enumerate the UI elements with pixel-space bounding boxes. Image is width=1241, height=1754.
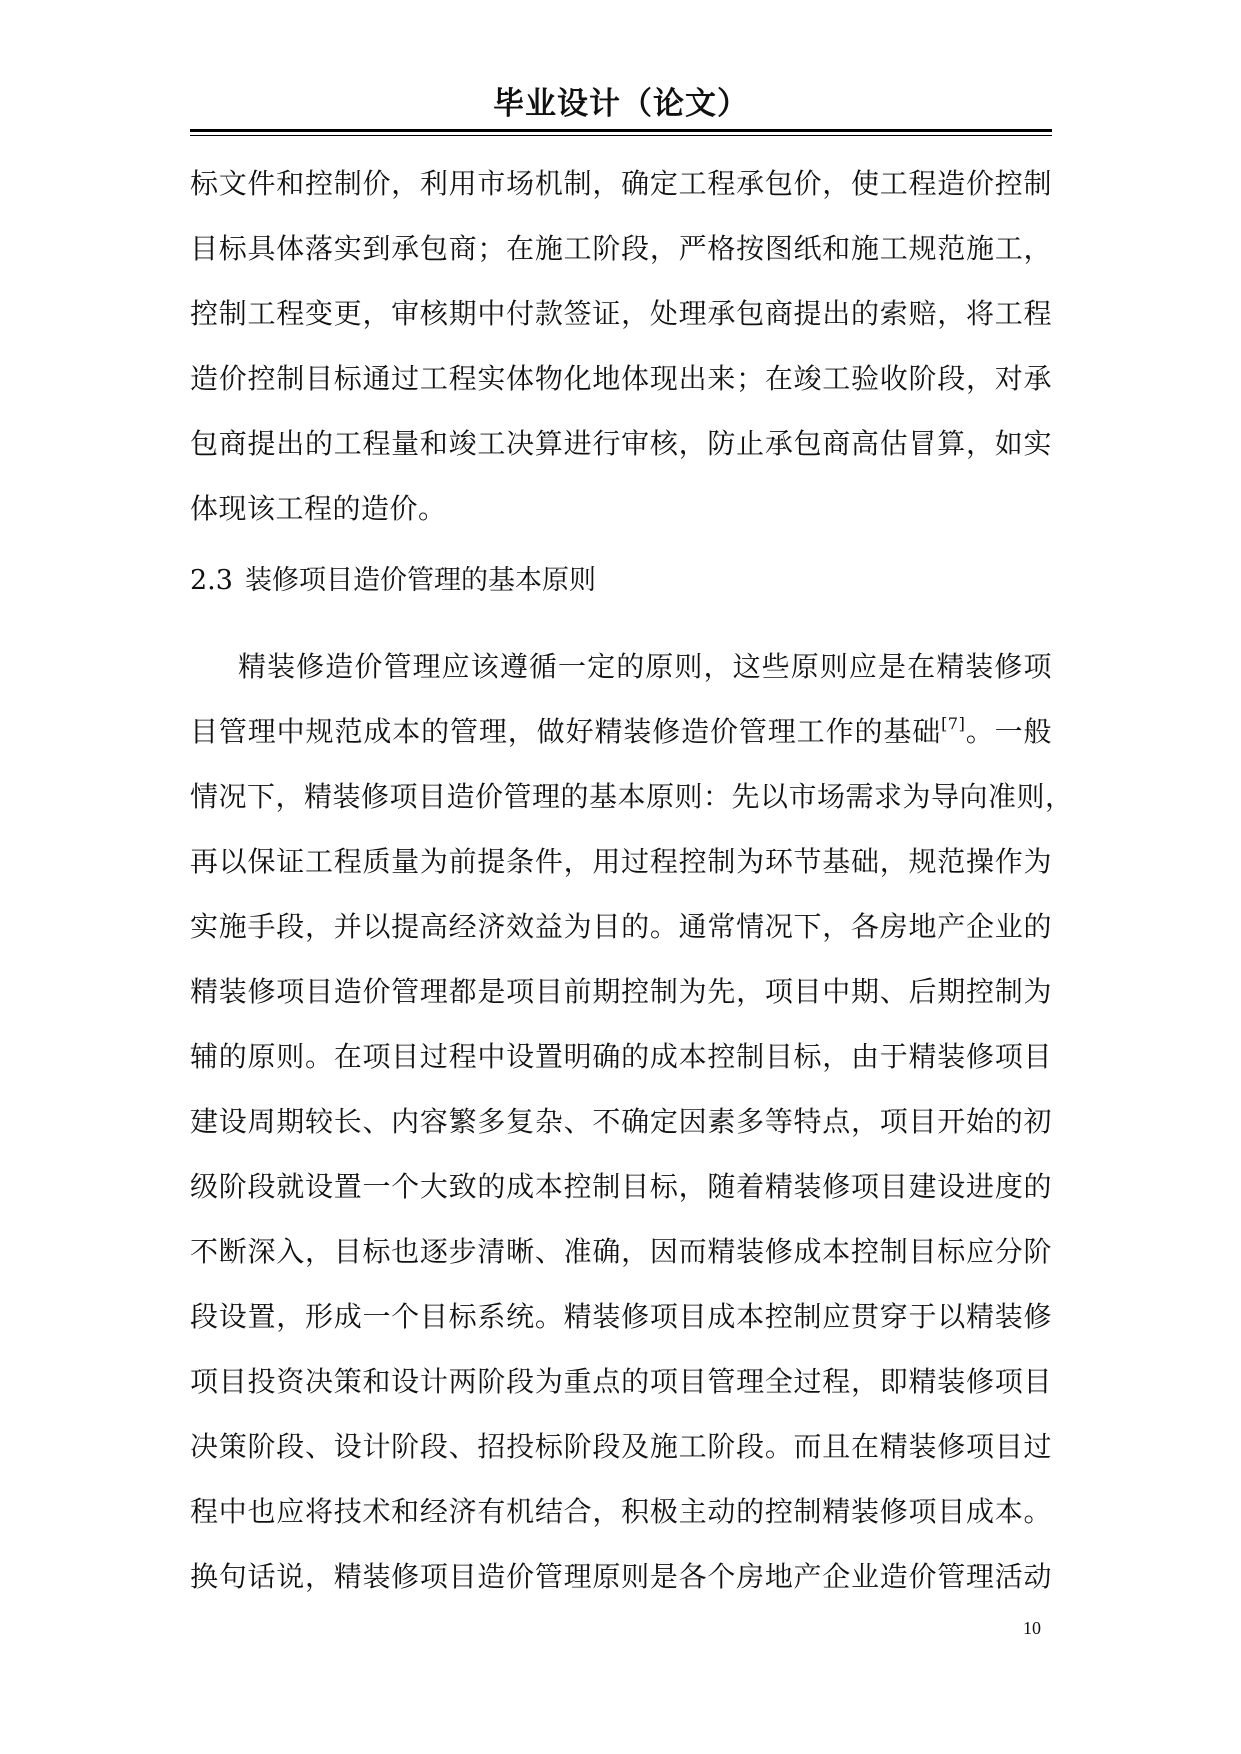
paragraph-line: 包商提出的工程量和竣工决算进行审核，防止承包商高估冒算，如实 <box>190 427 1052 460</box>
continued-paragraph <box>190 151 1052 541</box>
main-paragraph <box>190 634 1074 1609</box>
paragraph-line: 决策阶段、设计阶段、招投标阶段及施工阶段。而且在精装修项目过 <box>190 1430 1052 1463</box>
paragraph-line: 程中也应将技术和经济有机结合，积极主动的控制精装修项目成本。 <box>190 1495 1052 1528</box>
paragraph-line: 目标具体落实到承包商；在施工阶段，严格按图纸和施工规范施工， <box>190 232 1052 265</box>
paragraph-line: 造价控制目标通过工程实体物化地体现出来；在竣工验收阶段，对承 <box>190 362 1052 395</box>
line-text: 。一般 <box>965 715 1052 748</box>
paragraph-line: 精装修造价管理应该遵循一定的原则，这些原则应是在精装修项 <box>238 650 1052 683</box>
page-header-title: 毕业设计（论文） <box>493 86 749 122</box>
section-heading <box>190 556 596 606</box>
header-rule <box>190 129 1052 132</box>
section-title: 装修项目造价管理的基本原则 <box>244 565 596 596</box>
paragraph-line-with-citation <box>190 699 1052 764</box>
paragraph-line: 项目投资决策和设计两阶段为重点的项目管理全过程，即精装修项目 <box>190 1365 1052 1398</box>
citation-ref: [7] <box>941 714 966 733</box>
paragraph-line: 段设置，形成一个目标系统。精装修项目成本控制应贯穿于以精装修 <box>190 1300 1052 1333</box>
paragraph-line: 级阶段就设置一个大致的成本控制目标，随着精装修项目建设进度的 <box>190 1170 1052 1203</box>
page-number: 10 <box>1023 1618 1041 1638</box>
section-number: 2.3 <box>190 565 233 596</box>
line-text: 目管理中规范成本的管理，做好精装修造价管理工作的基础 <box>190 715 942 748</box>
header-rule-secondary <box>190 135 1052 136</box>
paragraph-line: 控制工程变更，审核期中付款签证，处理承包商提出的索赔，将工程 <box>190 297 1052 330</box>
paragraph-line: 实施手段，并以提高经济效益为目的。通常情况下，各房地产企业的 <box>190 910 1052 943</box>
paragraph-line: 不断深入，目标也逐步清晰、准确，因而精装修成本控制目标应分阶 <box>190 1235 1052 1268</box>
paragraph-line: 情况下，精装修项目造价管理的基本原则：先以市场需求为导向准则， <box>190 780 1074 813</box>
paragraph-line: 体现该工程的造价。 <box>190 492 447 525</box>
paragraph-line: 标文件和控制价，利用市场机制，确定工程承包价，使工程造价控制 <box>190 167 1052 200</box>
paragraph-line: 建设周期较长、内容繁多复杂、不确定因素多等特点，项目开始的初 <box>190 1105 1052 1138</box>
paragraph-line: 换句话说，精装修项目造价管理原则是各个房地产企业造价管理活动 <box>190 1560 1052 1593</box>
paragraph-line: 再以保证工程质量为前提条件，用过程控制为环节基础，规范操作为 <box>190 845 1052 878</box>
paragraph-line: 精装修项目造价管理都是项目前期控制为先，项目中期、后期控制为 <box>190 975 1052 1008</box>
paragraph-line: 辅的原则。在项目过程中设置明确的成本控制目标，由于精装修项目 <box>190 1040 1052 1073</box>
